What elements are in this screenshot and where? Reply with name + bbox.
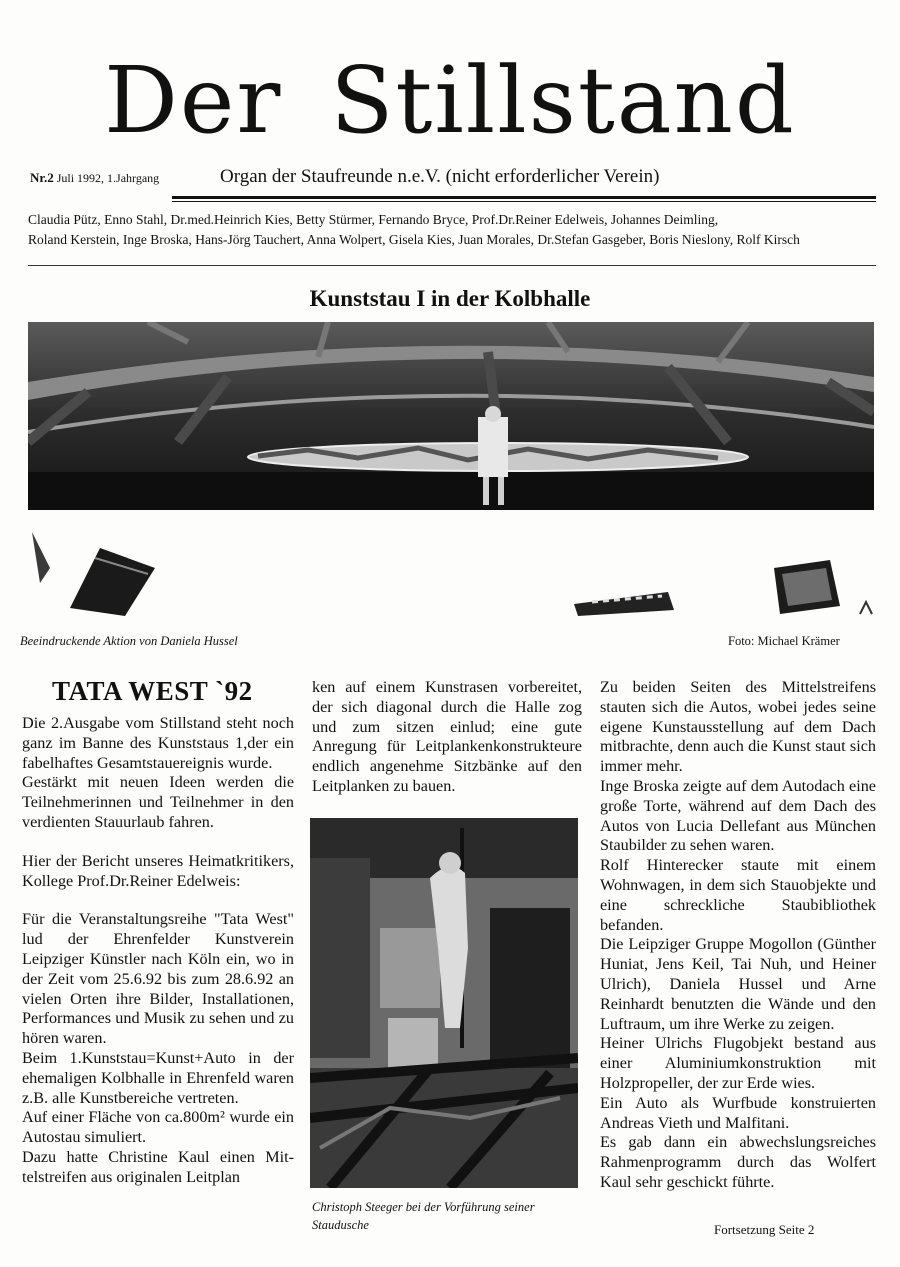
- organ-subtitle: Organ der Staufreunde n.e.V. (nicht erforderlicher Verein): [220, 166, 660, 187]
- section-divider: [28, 265, 876, 266]
- paragraph: Für die Veranstaltungsreihe "Tata West" lud der Ehrenfelder Kunstverein Leipziger Künstler nach Köln ein, wo in der Zeit vom 25.6.92 bis zum 28.6.92 an vielen Orten ihre Bilder, Installationen, Performances und Musik zu sehen und zu hören waren.: [22, 910, 294, 1048]
- issue-line: [30, 170, 159, 186]
- paragraph: Auf einer Fläche von ca.800m² wurde ein Autostau simuliert.: [22, 1108, 294, 1147]
- masthead-title: [0, 47, 900, 154]
- paragraph: Die Leipziger Gruppe Mogollon (Günther Huniat, Jens Keil, Tai Nuh, und Heiner Ulrich), Daniela Hussel und Arne Reinhardt benutzten die Wände und den Luftraum, um ihre Werke zu zeigen.: [600, 935, 876, 1033]
- performance-photo: [310, 818, 578, 1188]
- masthead-rule: [172, 196, 876, 199]
- paragraph: Inge Broska zeigte auf dem Autodach eine große Torte, während auf dem Dach des Autos von Lucia Dellefant aus München Staubilder zu sehen waren.: [600, 776, 876, 855]
- masthead-rule-thin: [172, 201, 876, 202]
- headline: Kunststau I in der Kolbhalle: [309, 286, 591, 311]
- photo-credit: Foto: Michael Krämer: [728, 634, 840, 648]
- stray-object-middle: [572, 590, 676, 618]
- paragraph: Heiner Ulrichs Flugobjekt bestand aus einer Aluminiumkonstruktion mit Holzpropeller, der zur Erde wies.: [600, 1034, 876, 1092]
- paragraph: Dazu hatte Christine Kaul einen Mittelstreifen aus originalen Leitplan: [22, 1147, 294, 1186]
- photo-caption-2: Christoph Steeger bei der Vorführung seiner Staudusche: [312, 1200, 535, 1232]
- article-title: TATA WEST `92: [52, 676, 253, 706]
- author-line-2: Roland Kerstein, Inge Broska, Hans-Jörg Tauchert, Anna Wolpert, Gisela Kies, Juan Morales, Dr.Stefan Gasgeber, Boris Nieslony, Rolf Kirsch: [28, 232, 800, 247]
- issue-number: Nr.2: [30, 170, 54, 185]
- author-list: [28, 210, 876, 250]
- paragraph: Hier der Bericht unseres Heimatkritikers, Kollege Prof.Dr.Reiner Edelweis:: [22, 851, 294, 890]
- hall-photo: [28, 322, 874, 510]
- paragraph: Rolf Hinterecker staute mit einem Wohnwagen, in dem sich Stauobjekte und eine schreckliche Staubibliothek befanden.: [600, 856, 876, 934]
- paragraph: Ein Auto als Wurfbude konstruierten Andreas Vieth und Malfitani.: [600, 1093, 876, 1132]
- paragraph: Zu beiden Seiten des Mittelstreifens stauten sich die Autos, wobei jedes seine eigene Kunstausstellung auf dem Dach mitbrachte, denn auch die Kunst staut sich immer mehr.: [600, 678, 876, 776]
- stray-speck: [856, 600, 876, 616]
- article-column-1: [22, 714, 294, 1188]
- paragraph: Gestärkt mit neuen Ideen werden die Teilnehmerinnen und Teilnehmer in den verdienten Stauurlaub fahren.: [22, 773, 294, 831]
- paragraph: Die 2.Ausgabe vom Stillstand steht noch ganz im Banne des Kunststaus 1,der ein fabelhaftes Gesamtstauereignis wurde.: [22, 714, 294, 772]
- stray-object-right: [770, 558, 842, 616]
- article-column-3: [600, 678, 876, 1193]
- issue-date: Juli 1992, 1.Jahrgang: [56, 171, 160, 185]
- masthead-word-1: Der: [104, 47, 283, 154]
- stray-object-left: [30, 528, 160, 618]
- paragraph: Es gab dann ein abwechslungsreiches Rahmenprogramm durch das Wolfert Kaul sehr geschickt führte.: [600, 1133, 876, 1191]
- masthead-word-2: Stillstand: [330, 47, 796, 154]
- paragraph: Beim 1.Kunststau=Kunst+Auto in der ehemaligen Kolbhalle in Ehrenfeld waren z.B. alle Kunstbereiche vertreten.: [22, 1048, 294, 1107]
- continuation-note: Fortsetzung Seite 2: [714, 1222, 815, 1237]
- photo-caption: Beeindruckende Aktion von Daniela Hussel: [20, 634, 238, 648]
- paragraph: ken auf einem Kunstrasen vorbereitet, der sich diagonal durch die Halle zog und zum sitzen einlud; eine gute Anregung für Leitplankenkonstrukteure endlich angenehme Sitzbänke auf den Leitplanken zu bauen.: [312, 678, 582, 795]
- author-line-1: Claudia Pütz, Enno Stahl, Dr.med.Heinrich Kies, Betty Stürmer, Fernando Bryce, Prof.Dr.Reiner Edelweis, Johannes Deimling,: [28, 212, 719, 227]
- article-column-2: [312, 678, 582, 797]
